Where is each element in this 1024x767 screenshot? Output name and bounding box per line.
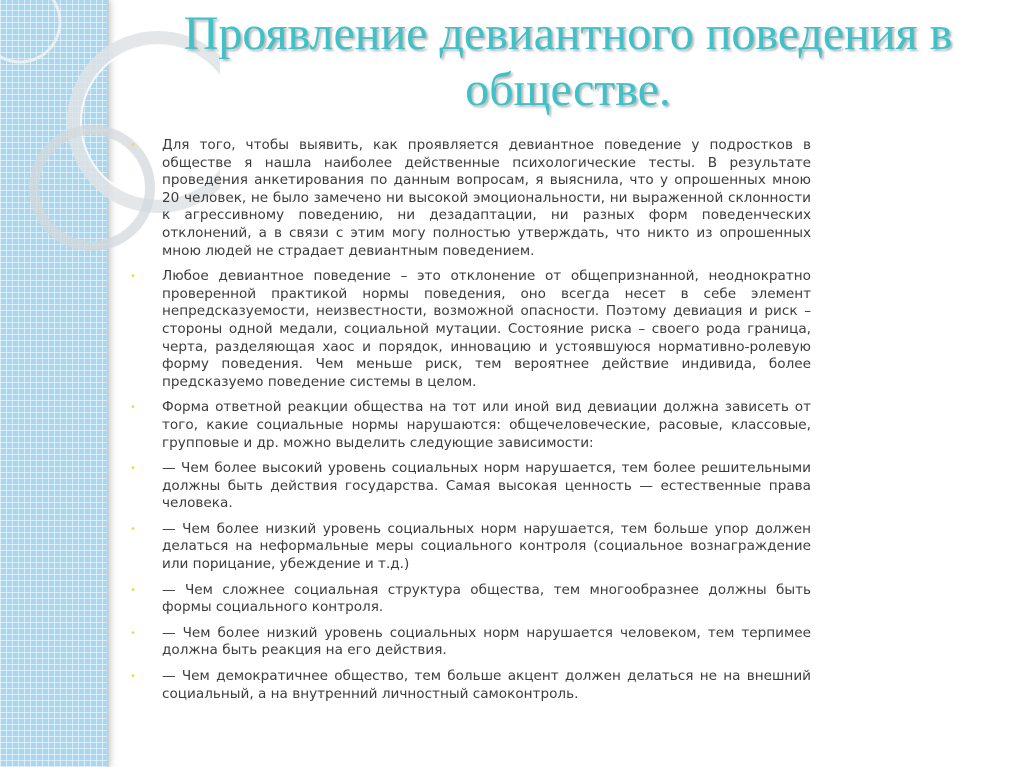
bullet-text: — Чем демократичнее общество, тем больше акцент должен делаться не на внешний социальный, а на внутренний личностный самоконтроль. (162, 668, 811, 702)
bullet-text: — Чем более низкий уровень социальных норм нарушается человеком, тем терпимее должна быть реакция на его действия. (162, 624, 811, 659)
bullet-icon: • (130, 523, 136, 535)
bullet-text: Любое девиантное поведение – это отклонение от общепризнанной, неоднократно проверенной практикой нормы поведения, оно всегда несет в себе элемент непредсказуемости, неизвестности, возможной опасности. Поэтому девиация и риск – стороны одной медали, социальной мутации. Состояние риска – своего рода граница, черта, разделяющая хаос и порядок, инновацию и устоявшуюся нормативно-ролевую форму поведения. Чем меньше риск, тем вероятнее действие индивида, более предсказуемо поведение системы в целом. (162, 268, 811, 390)
bullet-icon: • (130, 140, 136, 151)
bullet-icon: • (130, 584, 136, 596)
bullet-item (128, 521, 811, 574)
bullet-item (128, 582, 811, 617)
left-decorative-panel (0, 0, 108, 767)
bullet-icon: • (130, 402, 136, 414)
bullet-icon: • (130, 463, 136, 475)
bullet-item (128, 668, 811, 703)
bullet-text: Для того, чтобы выявить, как проявляется девиантное поведение у подростков в обществе я нашла наиболее действенные психологические тесты. В результате проведения анкетирования по данным вопросам, я выяснила, что у опрошенных мною 20 человек, не было замечено ни высокой эмоциональности, ни выраженной склонности к агрессивному поведению, ни дезадаптации, ни разных форм поведенческих отклонений, а в связи с этим могу полностью утверждать, что никто из опрошенных мною людей не страдает девиантным поведением. (162, 137, 811, 259)
bullet-text: — Чем более высокий уровень социальных норм нарушается, тем более решительными должны быть действия государства. Самая высокая ценность — естественные права человека. (162, 460, 811, 512)
bullet-item (128, 399, 811, 452)
bullet-icon: • (130, 671, 136, 683)
bullet-icon: • (130, 271, 136, 283)
bullet-text: — Чем более низкий уровень социальных норм нарушается, тем больше упор должен делаться на неформальные меры социального контроля (социальное вознаграждение или порицание, убеждение и т.д.) (162, 520, 811, 573)
slide-title: Проявление девиантного поведения в обществе. (183, 7, 953, 116)
bullet-text: Форма ответной реакции общества на тот или иной вид девиации должна зависеть от того, какие социальные нормы нарушаются: общечеловеческие, расовые, классовые, групповые и др. можно выделить следующие зависимости: (162, 399, 811, 451)
bullet-item (128, 268, 811, 391)
bullet-icon: • (130, 627, 136, 639)
bullet-item (128, 137, 811, 260)
bullet-text: — Чем сложнее социальная структура общества, тем многообразнее должны быть формы социального контроля. (162, 581, 811, 616)
bullet-list (128, 137, 811, 711)
bullet-item (128, 625, 811, 660)
bullet-item (128, 460, 811, 513)
